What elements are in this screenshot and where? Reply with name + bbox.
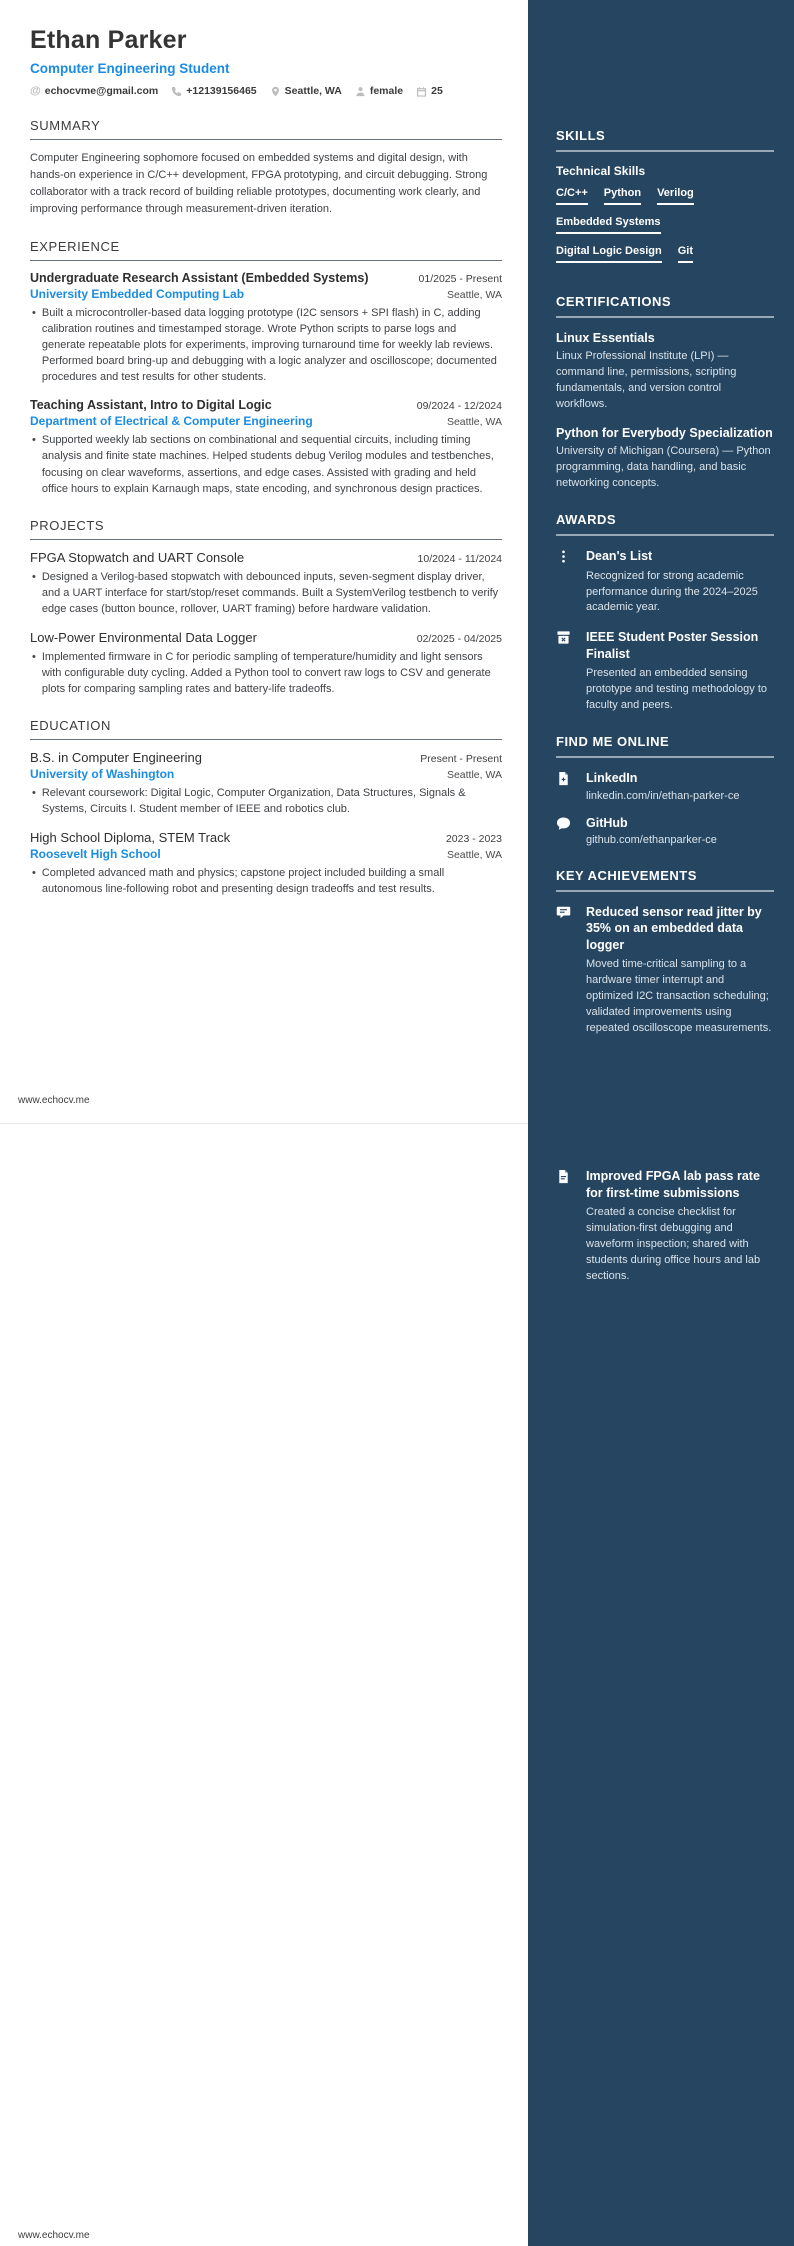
job-bullet: • Supported weekly lab sections on combinational and sequential circuits, including timing analysis and finite state machines. Helped students debug Verilog modules and testbenches, focusing on clear waveforms, assertions, and edge cases. Assisted with grading and held office hours to explain Karnaugh maps, state encoding, and synchronous design practices.	[41, 434, 494, 495]
certification-item	[556, 425, 774, 492]
skill-chip: Verilog	[657, 187, 694, 205]
job-title: Undergraduate Research Assistant (Embedded Systems)	[30, 271, 369, 286]
education-location: Seattle, WA	[446, 768, 502, 781]
contact-age	[416, 85, 443, 97]
person-icon	[355, 86, 366, 97]
education-item	[30, 750, 502, 817]
project-item	[30, 630, 502, 697]
online-name[interactable]: LinkedIn	[586, 771, 638, 786]
dots-icon	[556, 548, 586, 616]
certification-desc: Linux Professional Institute (LPI) — command line, permissions, scripting fundamentals, and version control workflows.	[556, 350, 737, 411]
online-name[interactable]: GitHub	[586, 815, 628, 830]
contact-location	[270, 85, 342, 97]
achievement-name: Reduced sensor read jitter by 35% on an embedded data logger	[586, 904, 762, 952]
achievement-item	[556, 1168, 774, 1285]
achievement-name: Improved FPGA lab pass rate for first-time submissions	[586, 1169, 760, 1200]
online-item	[556, 770, 774, 803]
achievement-desc: Moved time-critical sampling to a hardware timer interrupt and optimized I2C transaction scheduling; validated improvements using repeated oscilloscope measurements.	[586, 958, 772, 1035]
experience-item	[30, 398, 502, 496]
education-heading: EDUCATION	[30, 718, 502, 740]
job-bullet: • Built a microcontroller-based data logging prototype (I2C sensors + SPI flash) in C, adding calibration routines and timestamped storage. Wrote Python scripts to parse logs and generate repeatable plots for experiments, improving turnaround time for weekly lab reviews. Performed board bring-up and debugging with a logic analyzer and oscilloscope; documented procedures and test results for other students.	[41, 307, 497, 384]
degree-title: High School Diploma, STEM Track	[30, 829, 231, 845]
achievements-heading: KEY ACHIEVEMENTS	[556, 868, 774, 892]
experience-item	[30, 271, 502, 385]
certification-name: Linux Essentials	[556, 331, 655, 345]
experience-heading: EXPERIENCE	[30, 239, 502, 261]
contact-phone	[171, 85, 256, 97]
email-value: echocvme@gmail.com	[44, 85, 159, 97]
degree-title: B.S. in Computer Engineering	[30, 749, 202, 765]
achievement-item	[556, 904, 774, 1037]
contact-row	[30, 85, 502, 97]
job-location: Seattle, WA	[446, 289, 502, 302]
online-url[interactable]: github.com/ethanparker-ce	[586, 834, 717, 847]
skill-chip: C/C++	[556, 187, 588, 205]
achievement-desc: Created a concise checklist for simulation-first debugging and waveform inspection; shared with students during office hours and lab sections.	[586, 1206, 761, 1282]
education-section	[30, 718, 502, 897]
certification-item	[556, 330, 774, 413]
page-break-divider	[0, 1123, 528, 1124]
project-dates: 02/2025 - 04/2025	[416, 632, 502, 645]
certifications-section	[556, 294, 774, 492]
education-item	[30, 830, 502, 897]
project-bullet: • Designed a Verilog-based stopwatch with debounced inputs, seven-segment display driver, and a UART interface for start/stop/reset commands. Built a SystemVerilog testbench to verify edge cases (button bounce, rollover, UART framing) before hardware validation.	[41, 570, 499, 615]
chat-lines-icon	[556, 904, 586, 1037]
achievements-section	[556, 868, 774, 1285]
file-plus-icon	[556, 770, 586, 803]
sidebar	[528, 0, 794, 2246]
certifications-heading: CERTIFICATIONS	[556, 294, 774, 318]
summary-heading: SUMMARY	[30, 118, 502, 140]
online-url[interactable]: linkedin.com/in/ethan-parker-ce	[586, 789, 740, 802]
education-bullet: • Completed advanced math and physics; capstone project included building a small autonomous line-following robot and presenting design tradeoffs and test results.	[41, 866, 445, 896]
education-dates: Present - Present	[420, 752, 502, 765]
job-dates: 09/2024 - 12/2024	[416, 400, 502, 413]
gender-value: female	[369, 85, 404, 97]
award-name: IEEE Student Poster Session Finalist	[586, 630, 759, 661]
award-item	[556, 629, 774, 714]
location-value: Seattle, WA	[284, 85, 342, 97]
candidate-title: Computer Engineering Student	[30, 61, 230, 76]
certification-name: Python for Everybody Specialization	[556, 426, 773, 440]
school-link[interactable]: University of Washington	[30, 766, 175, 781]
education-bullet: • Relevant coursework: Digital Logic, Computer Organization, Data Structures, Signals & Systems, Circuits I. Student member of IEEE and robotics club.	[41, 786, 466, 815]
map-pin-icon	[270, 86, 281, 97]
job-title: Teaching Assistant, Intro to Digital Logic	[30, 398, 272, 413]
calendar-icon	[416, 86, 427, 97]
footer-url[interactable]: www.echocv.me	[18, 1095, 90, 1106]
experience-section	[30, 239, 502, 496]
online-item	[556, 815, 774, 848]
company-link[interactable]: University Embedded Computing Lab	[30, 287, 245, 302]
email-icon: @	[30, 85, 41, 97]
project-item	[30, 550, 502, 617]
skills-group-title: Technical Skills	[556, 164, 646, 178]
file-lines-icon	[556, 1168, 586, 1285]
award-desc: Presented an embedded sensing prototype and testing methodology to faculty and peers.	[586, 667, 768, 712]
award-item	[556, 548, 774, 616]
awards-section	[556, 512, 774, 714]
chat-bubble-icon	[556, 815, 586, 848]
award-desc: Recognized for strong academic performance during the 2024–2025 academic year.	[586, 569, 758, 614]
skill-chip: Digital Logic Design	[556, 245, 662, 263]
projects-heading: PROJECTS	[30, 518, 502, 540]
skills-section	[556, 128, 774, 274]
candidate-name: Ethan Parker	[30, 26, 187, 54]
certification-desc: University of Michigan (Coursera) — Python programming, data handling, and basic networking concepts.	[556, 445, 771, 490]
education-dates: 2023 - 2023	[445, 832, 502, 845]
skill-chip: Embedded Systems	[556, 216, 661, 234]
skills-list	[556, 187, 774, 274]
award-name: Dean's List	[586, 549, 653, 564]
online-heading: FIND ME ONLINE	[556, 734, 774, 758]
phone-value: +12139156465	[186, 85, 257, 97]
project-dates: 10/2024 - 11/2024	[417, 552, 502, 565]
skill-chip: Git	[678, 245, 693, 263]
company-link[interactable]: Department of Electrical & Computer Engineering	[30, 414, 313, 429]
job-location: Seattle, WA	[446, 416, 502, 429]
school-link[interactable]: Roosevelt High School	[30, 846, 161, 861]
contact-email	[30, 85, 158, 97]
project-title: Low-Power Environmental Data Logger	[30, 629, 257, 645]
project-bullet: • Implemented firmware in C for periodic sampling of temperature/humidity and light sensors with configurable duty cycling. Added a Python tool to convert raw logs to CSV and generate plots for comparing sampling rates and battery-life tradeoffs.	[41, 650, 491, 695]
archive-x-icon	[556, 629, 586, 714]
phone-icon	[171, 86, 182, 97]
page-gap-spacer	[556, 1050, 774, 1168]
summary-text: Computer Engineering sophomore focused on embedded systems and digital design, with hands-on experience in C/C++ development, FPGA prototyping, and circuit debugging. Strong collaborator with a track record of building reliable prototypes, documenting work clearly, and improving performance through measurement-driven iteration.	[30, 152, 488, 216]
age-value: 25	[431, 85, 443, 97]
footer-url[interactable]: www.echocv.me	[18, 2230, 90, 2241]
skill-chip: Python	[604, 187, 641, 205]
education-location: Seattle, WA	[446, 848, 502, 861]
online-section	[556, 734, 774, 848]
projects-section	[30, 518, 502, 697]
contact-gender	[355, 85, 403, 97]
project-title: FPGA Stopwatch and UART Console	[30, 549, 245, 565]
awards-heading: AWARDS	[556, 512, 774, 536]
skills-heading: SKILLS	[556, 128, 774, 152]
summary-section	[30, 118, 502, 218]
job-dates: 01/2025 - Present	[418, 273, 502, 286]
